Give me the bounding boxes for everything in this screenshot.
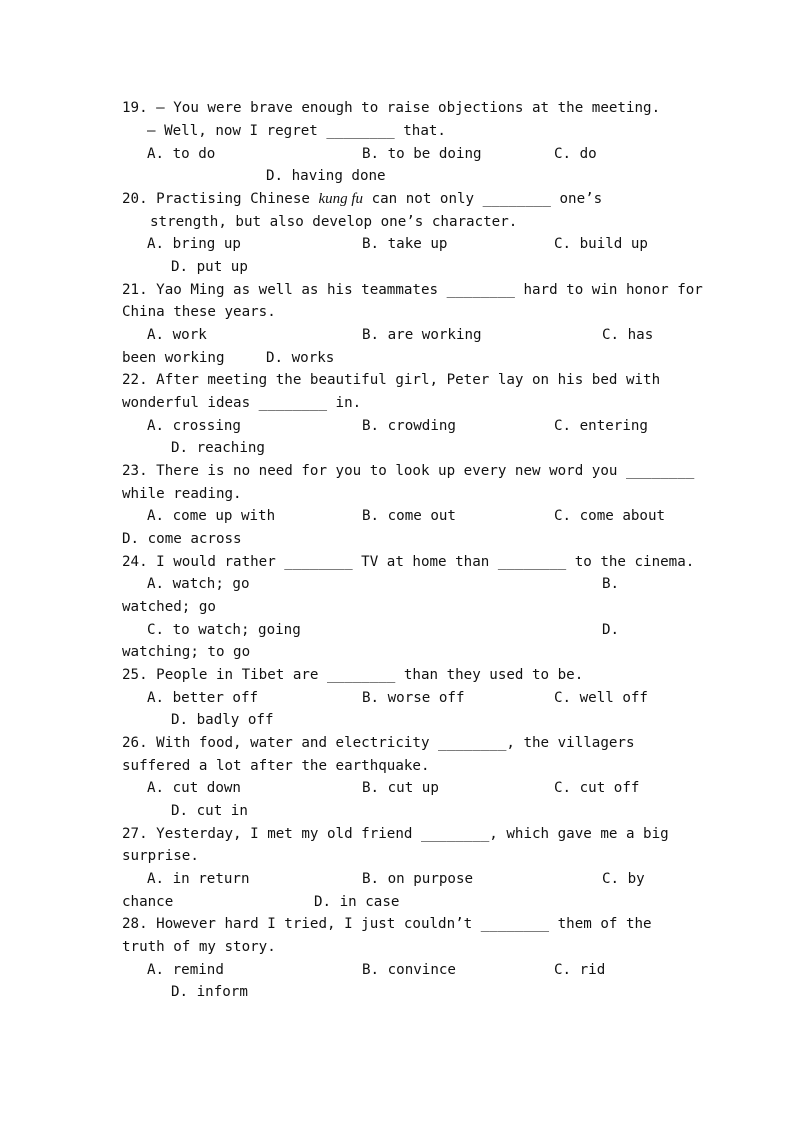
question-23-stem-line2: while reading. — [122, 486, 242, 502]
q21-option-b: B. are working — [362, 327, 482, 343]
question-23-stem: 23. There is no need for you to look up every new word you ________ — [122, 463, 695, 479]
q28-option-c: C. rid — [554, 962, 606, 978]
question-21-stem-line2: China these years. — [122, 304, 276, 320]
question-19-stem-line2: — Well, now I regret ________ that. — [147, 123, 446, 139]
q26-option-a: A. cut down — [147, 780, 241, 796]
q22-option-d: D. reaching — [171, 440, 265, 456]
q25-option-d: D. badly off — [171, 712, 274, 728]
question-28-stem-line2: truth of my story. — [122, 939, 276, 955]
q19-option-a: A. to do — [147, 146, 216, 162]
question-25-stem: 25. People in Tibet are ________ than they used to be. — [122, 667, 584, 683]
q25-option-a: A. better off — [147, 690, 259, 706]
q24-option-d: D. — [602, 622, 620, 638]
q19-option-b: B. to be doing — [362, 146, 482, 162]
question-24-stem: 24. I would rather ________ TV at home than ________ to the cinema. — [122, 554, 695, 570]
question-26-stem: 26. With food, water and electricity ________, the villagers — [122, 735, 635, 751]
q20-option-b: B. take up — [362, 236, 448, 252]
q23-option-d: D. come across — [122, 531, 242, 547]
q21-option-d: D. works — [266, 350, 335, 366]
q20-option-c: C. build up — [554, 236, 648, 252]
q25-option-b: B. worse off — [362, 690, 465, 706]
q22-option-a: A. crossing — [147, 418, 241, 434]
q27-option-b: B. on purpose — [362, 871, 474, 887]
q19-option-d: D. having done — [266, 168, 386, 184]
question-22-stem: 22. After meeting the beautiful girl, Peter lay on his bed with — [122, 372, 661, 388]
q22-option-b: B. crowding — [362, 418, 456, 434]
q23-option-c: C. come about — [554, 508, 666, 524]
question-22-stem-line2: wonderful ideas ________ in. — [122, 395, 362, 411]
q27-option-a: A. in return — [147, 871, 250, 887]
q20-option-d: D. put up — [171, 259, 248, 275]
question-28-stem: 28. However hard I tried, I just couldn’t ________ them of the — [122, 916, 652, 932]
q27-option-d: D. in case — [314, 894, 400, 910]
q24-option-c: C. to watch; going — [147, 622, 301, 638]
q25-option-c: C. well off — [554, 690, 648, 706]
q24-option-b-cont: watched; go — [122, 599, 216, 615]
q28-option-d: D. inform — [171, 984, 248, 1000]
q24-option-a: A. watch; go — [147, 576, 250, 592]
q22-option-c: C. entering — [554, 418, 648, 434]
question-20-stem: 20. Practising Chinese kung fu can not only ________ one’s — [122, 191, 603, 207]
q24-option-b: B. — [602, 576, 620, 592]
q21-option-a: A. work — [147, 327, 207, 343]
question-20-stem-line2: strength, but also develop one’s character. — [150, 214, 518, 230]
q19-option-c: C. do — [554, 146, 597, 162]
q27-option-c-cont: chance — [122, 894, 174, 910]
q23-option-a: A. come up with — [147, 508, 276, 524]
q26-option-c: C. cut off — [554, 780, 640, 796]
q28-option-b: B. convince — [362, 962, 456, 978]
q21-option-c: C. has — [602, 327, 654, 343]
question-27-stem: 27. Yesterday, I met my old friend ________, which gave me a big — [122, 826, 669, 842]
q23-option-b: B. come out — [362, 508, 456, 524]
question-26-stem-line2: suffered a lot after the earthquake. — [122, 758, 430, 774]
question-19-stem: 19. — You were brave enough to raise objections at the meeting. — [122, 100, 661, 116]
q20-option-a: A. bring up — [147, 236, 241, 252]
q21-option-c-cont: been working — [122, 350, 225, 366]
q26-option-d: D. cut in — [171, 803, 248, 819]
q27-option-c: C. by — [602, 871, 645, 887]
question-27-stem-line2: surprise. — [122, 848, 199, 864]
q24-option-d-cont: watching; to go — [122, 644, 251, 660]
q26-option-b: B. cut up — [362, 780, 439, 796]
q28-option-a: A. remind — [147, 962, 224, 978]
question-21-stem: 21. Yao Ming as well as his teammates ________ hard to win honor for — [122, 282, 703, 298]
